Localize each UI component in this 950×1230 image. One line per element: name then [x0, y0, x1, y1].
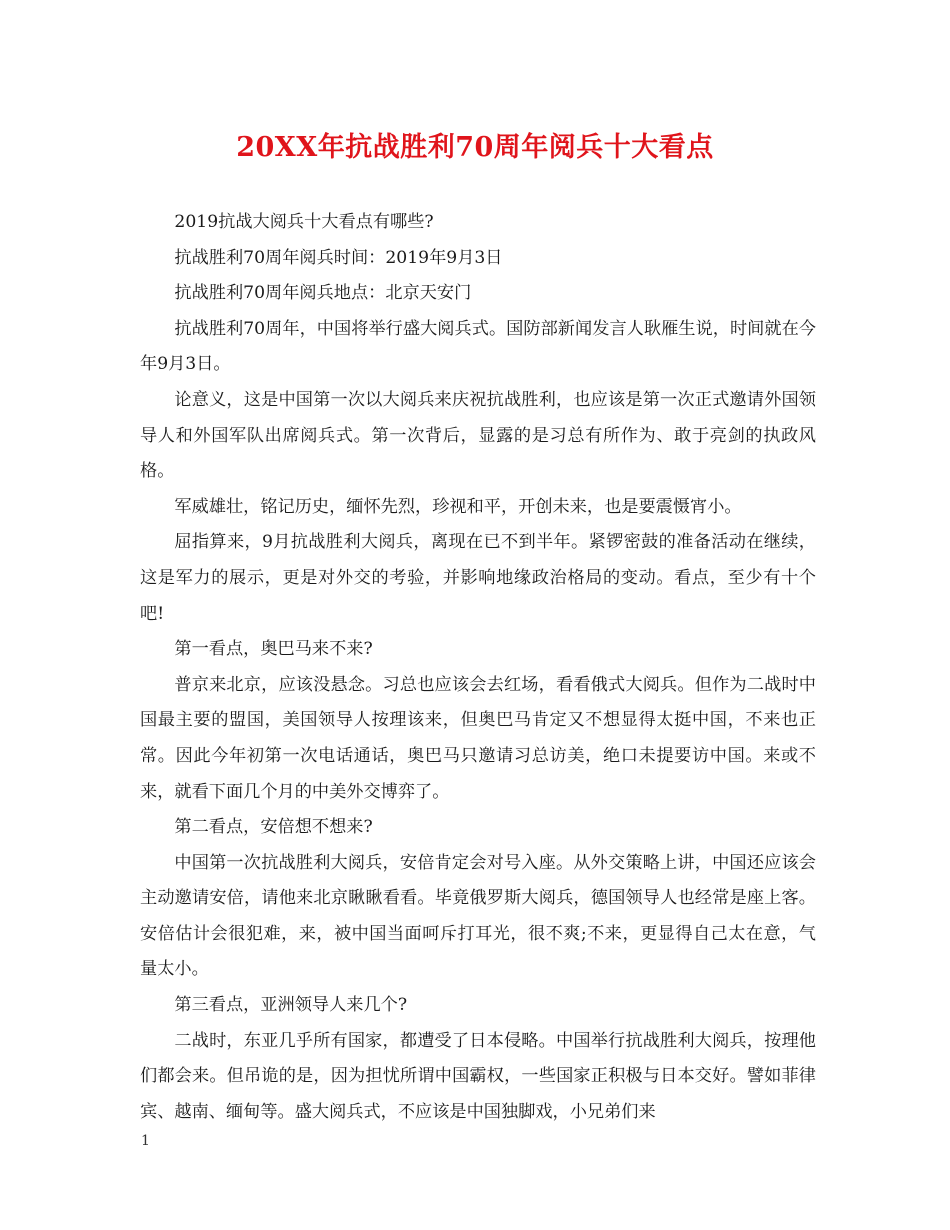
paragraph: 第一看点，奥巴马来不来? [174, 639, 373, 660]
paragraph: 普京来北京，应该没悬念。习总也应该会去红场，看看俄式大阅兵。但作为二战时中国最主要的盟国，美国领导人按理该来，但奥巴马肯定又不想显得太挺中国，不来也正常。因此今年初第一次电话通话，奥巴马只邀请习总访美，绝口未提要访中国。来或不来，就看下面几个月的中美外交博弈了。 [140, 674, 816, 802]
paragraph: 中国第一次抗战胜利大阅兵，安倍肯定会对号入座。从外交策略上讲，中国还应该会主动邀请安倍，请他来北京瞅瞅看看。毕竟俄罗斯大阅兵，德国领导人也经常是座上客。安倍估计会很犯难，来，被中国当面呵斥打耳光，很不爽;不来，更显得自己太在意，气量太小。 [140, 852, 816, 980]
paragraph: 论意义，这是中国第一次以大阅兵来庆祝抗战胜利，也应该是第一次正式邀请外国领导人和外国军队出席阅兵式。第一次背后，显露的是习总有所作为、敢于亮剑的执政风格。 [140, 389, 816, 482]
paragraph: 2019抗战大阅兵十大看点有哪些? [174, 212, 434, 232]
paragraph: 屈指算来，9月抗战胜利大阅兵，离现在已不到半年。紧锣密鼓的准备活动在继续，这是军力的展示，更是对外交的考验，并影响地缘政治格局的变动。看点，至少有十个吧! [140, 532, 816, 624]
document-body [140, 205, 816, 1130]
page-number: 1 [141, 1133, 150, 1149]
paragraph: 第二看点，安倍想不想来? [174, 817, 373, 838]
paragraph: 抗战胜利70周年阅兵地点：北京天安门 [174, 283, 472, 304]
paragraph: 抗战胜利70周年，中国将举行盛大阅兵式。国防部新闻发言人耿雁生说，时间就在今年9月3日。 [140, 318, 816, 375]
paragraph: 军威雄壮，铭记历史，缅怀先烈，珍视和平，开创未来，也是要震慑宵小。 [174, 496, 742, 517]
paragraph: 第三看点，亚洲领导人来几个? [174, 995, 408, 1016]
document-title: 20XX年抗战胜利70周年阅兵十大看点 [236, 132, 714, 163]
paragraph: 抗战胜利70周年阅兵时间：2019年9月3日 [174, 247, 503, 268]
paragraph: 二战时，东亚几乎所有国家，都遭受了日本侵略。中国举行抗战胜利大阅兵，按理他们都会来。但吊诡的是，因为担忧所谓中国霸权，一些国家正积极与日本交好。譬如菲律宾、越南、缅甸等。盛大阅兵式，不应该是中国独脚戏，小兄弟们来 [140, 1030, 816, 1122]
